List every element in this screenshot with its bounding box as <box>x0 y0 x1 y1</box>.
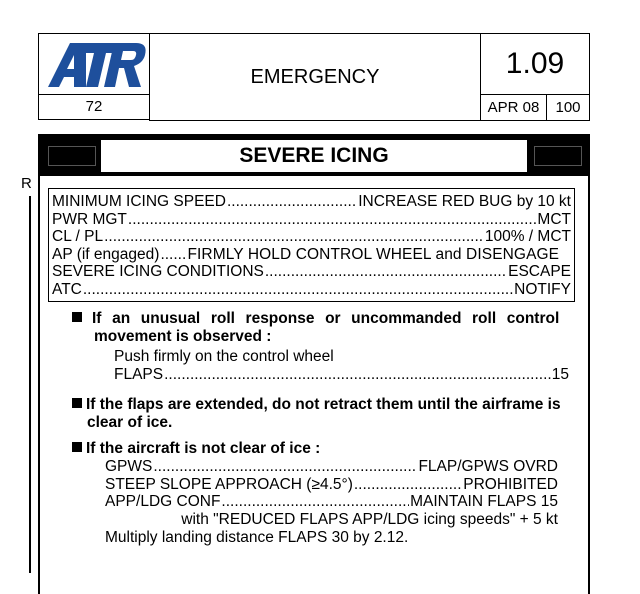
checklist-item: PWR MGT <box>52 210 127 228</box>
roll-step-item: FLAPS <box>114 366 164 383</box>
checklist-item: SEVERE ICING CONDITIONS <box>52 263 264 280</box>
roll-step-action: 15 <box>551 366 569 383</box>
revision-mark-letter: R <box>21 175 32 192</box>
checklist-action: 100% / MCT <box>484 228 571 245</box>
not-clear-heading-text: If the aircraft is not clear of ice : <box>86 440 321 457</box>
leader-dots <box>160 246 186 264</box>
not-clear-section <box>72 440 577 547</box>
title-tab-left <box>48 146 96 166</box>
checklist-row <box>52 263 571 281</box>
not-clear-item: APP/LDG CONF <box>105 493 221 510</box>
checklist-row <box>52 228 571 246</box>
logo-cell <box>38 33 150 95</box>
not-clear-action: FLAP/GPWS OVRD <box>418 458 558 475</box>
checklist-row <box>52 211 571 229</box>
checklist-item: ATC <box>52 280 82 298</box>
page-number-left <box>38 94 150 120</box>
bullet-square-icon <box>72 398 82 408</box>
not-clear-item: GPWS <box>105 458 153 475</box>
checklist-item: CL / PL <box>52 228 104 245</box>
checklist-action: INCREASE RED BUG by 10 kt <box>358 193 571 210</box>
checklist-item: AP (if engaged) <box>52 245 160 263</box>
procedure-box <box>38 134 590 594</box>
multiply-text: Multiply landing distance FLAPS 30 by 2.12. <box>105 528 409 546</box>
roll-heading-text: If an unusual roll response or uncommanded roll control <box>92 310 560 327</box>
not-clear-row <box>72 476 558 494</box>
checklist-action: NOTIFY <box>514 280 571 298</box>
checklist-item: MINIMUM ICING SPEED <box>52 193 226 210</box>
page-number-left-text: 72 <box>85 98 103 115</box>
date-cell <box>480 94 547 121</box>
leader-dots <box>153 458 417 476</box>
procedure-title: SEVERE ICING <box>239 144 389 167</box>
title-tab-right <box>534 146 582 166</box>
roll-heading-line1 <box>72 310 572 328</box>
roll-step-2 <box>72 366 569 384</box>
section-title: EMERGENCY <box>250 65 380 88</box>
roll-response-section <box>72 310 572 384</box>
not-clear-action: MAINTAIN FLAPS 15 <box>410 493 558 510</box>
with-line-text: with "REDUCED FLAPS APP/LDG icing speeds" + 5 kt <box>181 510 558 528</box>
not-clear-row <box>72 458 558 476</box>
leader-dots <box>265 263 507 281</box>
title-bar <box>40 136 588 176</box>
revision: 100 <box>555 99 581 116</box>
checklist-row <box>52 281 571 299</box>
leader-dots <box>221 493 409 511</box>
checklist-action: MCT <box>537 210 571 228</box>
doc-number: 1.09 <box>505 47 565 80</box>
procedure-title-cell <box>101 140 527 172</box>
roll-heading-line2 <box>72 328 572 346</box>
roll-step-text: Push firmly on the control wheel <box>114 348 334 365</box>
not-clear-item: STEEP SLOPE APPROACH (≥4.5°) <box>105 475 353 493</box>
roll-step-1 <box>72 348 572 366</box>
leader-dots <box>354 476 462 494</box>
bullet-square-icon <box>72 312 82 322</box>
flaps-text2: clear of ice. <box>87 414 173 431</box>
section-title-cell <box>149 33 481 121</box>
revision-bar <box>29 196 31 573</box>
flaps-line2 <box>72 414 577 432</box>
revision-mark <box>21 175 32 192</box>
bullet-square-icon <box>72 442 82 452</box>
flaps-text: If the flaps are extended, do not retract them until the airframe is <box>86 396 561 413</box>
multiply-line <box>72 529 577 547</box>
leader-dots <box>164 366 551 384</box>
flaps-line1 <box>72 396 577 414</box>
leader-dots <box>227 193 357 211</box>
not-clear-row <box>72 493 558 511</box>
doc-number-cell <box>480 33 590 95</box>
not-clear-heading <box>72 440 577 458</box>
not-clear-action: PROHIBITED <box>463 475 558 493</box>
checklist-row <box>52 246 571 264</box>
leader-dots <box>104 228 484 246</box>
revision-cell <box>546 94 590 121</box>
with-line <box>72 511 558 529</box>
roll-heading-text2: movement is observed : <box>94 328 272 345</box>
checklist-action: ESCAPE <box>508 263 571 280</box>
flaps-section <box>72 396 577 432</box>
checklist-action: FIRMLY HOLD CONTROL WHEEL and DISENGAGE <box>187 245 560 263</box>
checklist-box <box>48 188 575 302</box>
atr-logo <box>40 35 150 95</box>
leader-dots <box>83 281 513 299</box>
date: APR 08 <box>487 99 540 116</box>
checklist-row <box>52 193 571 211</box>
leader-dots <box>128 211 537 229</box>
